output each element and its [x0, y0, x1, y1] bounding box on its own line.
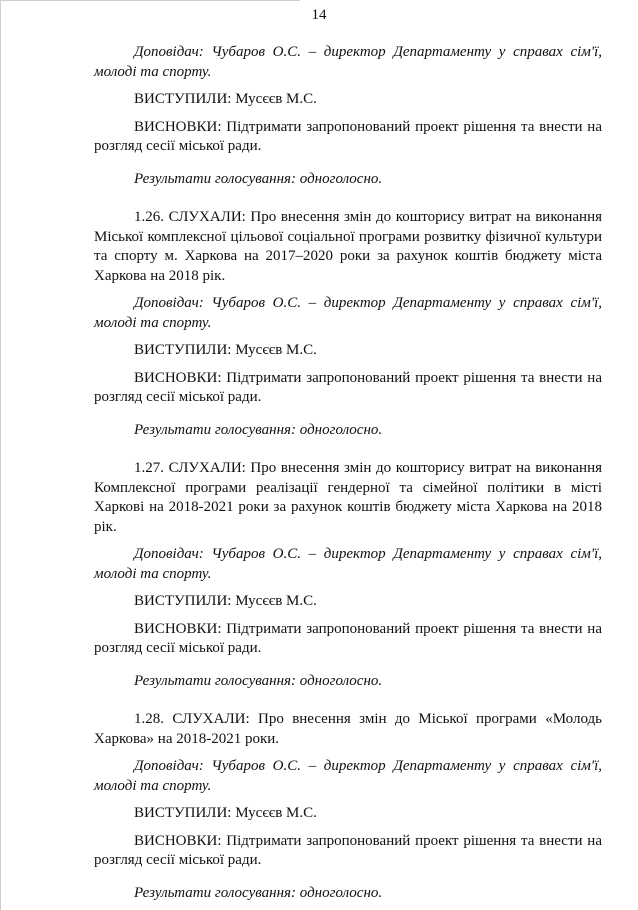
- document-body: [94, 43, 602, 903]
- heard-paragraph-1-26: 1.26. СЛУХАЛИ: Про внесення змін до кошторису витрат на виконання Міської комплексної цільової соціальної програми розвитку фізичної культури та спорту м. Харкова на 2017–2020 роки за рахунок коштів бюджету міста Харкова на 2018 рік.: [94, 209, 602, 284]
- conclusion-paragraph: ВИСНОВКИ: Підтримати запропонований проект рішення та внести на розгляд сесії міської ради.: [94, 118, 602, 154]
- speaker-paragraph: Доповідач: Чубаров О.С. – директор Департаменту у справах сім'ї, молоді та спорту.: [94, 44, 602, 80]
- heard-paragraph-1-27: 1.27. СЛУХАЛИ: Про внесення змін до кошторису витрат на виконання Комплексної програми реалізації гендерної та сімейної політики в місті Харкові на 2018-2021 роки за рахунок коштів бюджету міста Харкова на 2018 рік.: [94, 460, 602, 535]
- speaker-paragraph: Доповідач: Чубаров О.С. – директор Департаменту у справах сім'ї, молоді та спорту.: [94, 546, 602, 582]
- speaker-paragraph: Доповідач: Чубаров О.С. – директор Департаменту у справах сім'ї, молоді та спорту.: [94, 295, 602, 331]
- vote-result: Результати голосування: одноголосно.: [134, 421, 383, 438]
- vote-result: Результати голосування: одноголосно.: [134, 170, 383, 187]
- vote-result: Результати голосування: одноголосно.: [134, 884, 383, 901]
- vote-result: Результати голосування: одноголосно.: [134, 672, 383, 689]
- spoke-paragraph: ВИСТУПИЛИ: Мусєєв М.С.: [134, 91, 317, 107]
- spoke-paragraph: ВИСТУПИЛИ: Мусєєв М.С.: [134, 805, 317, 821]
- speaker-paragraph: Доповідач: Чубаров О.С. – директор Департаменту у справах сім'ї, молоді та спорту.: [94, 758, 602, 794]
- conclusion-paragraph: ВИСНОВКИ: Підтримати запропонований проект рішення та внести на розгляд сесії міської ради.: [94, 832, 602, 868]
- conclusion-paragraph: ВИСНОВКИ: Підтримати запропонований проект рішення та внести на розгляд сесії міської ради.: [94, 369, 602, 405]
- heard-paragraph-1-28: 1.28. СЛУХАЛИ: Про внесення змін до Міської програми «Молодь Харкова» на 2018-2021 роки.: [94, 711, 602, 747]
- spoke-paragraph: ВИСТУПИЛИ: Мусєєв М.С.: [134, 342, 317, 358]
- spoke-paragraph: ВИСТУПИЛИ: Мусєєв М.С.: [134, 593, 317, 609]
- page-number: 14: [311, 7, 327, 23]
- scan-edge-top: [0, 0, 300, 1]
- scan-edge-left: [0, 0, 1, 910]
- conclusion-paragraph: ВИСНОВКИ: Підтримати запропонований проект рішення та внести на розгляд сесії міської ради.: [94, 620, 602, 656]
